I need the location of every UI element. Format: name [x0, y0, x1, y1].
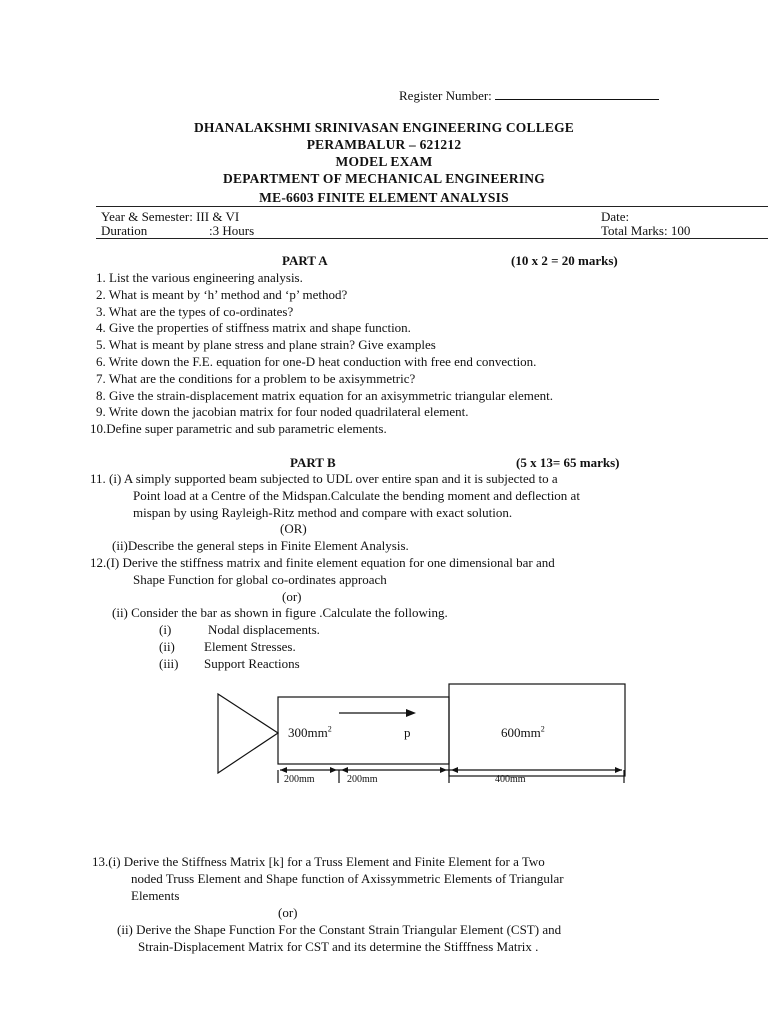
q12-sub3-num: (iii) [159, 656, 179, 671]
part-a-question: 7. What are the conditions for a problem to be axisymmetric? [96, 370, 416, 386]
q12-a-line2: Shape Function for global co-ordinates approach [133, 572, 387, 587]
q11-a-line3: mispan by using Rayleigh-Ritz method and compare with exact solution. [133, 505, 513, 520]
q13-b-line2: Strain-Displacement Matrix for CST and its determine the Stifffness Matrix . [138, 939, 539, 954]
fixed-support-triangle [218, 694, 278, 773]
part-b-title: PART B [290, 455, 336, 470]
q11-a-line2: Point load at a Centre of the Midspan.Calculate the bending moment and deflection at [133, 488, 580, 503]
part-a-title: PART A [282, 253, 328, 268]
q13-a-line1: 13.(i) Derive the Stiffness Matrix [k] for a Truss Element and Finite Element for a Two [92, 854, 545, 869]
q11-b: (ii)Describe the general steps in Finite Element Analysis. [112, 538, 409, 553]
dim-label-2: 200mm [347, 774, 378, 785]
q13-b-line1: (ii) Derive the Shape Function For the Constant Strain Triangular Element (CST) and [117, 922, 562, 937]
q11-a-line1: 11. (i) A simply supported beam subjected to UDL over entire span and it is subjected to a [90, 471, 558, 486]
part-a-question: 3. What are the types of co-ordinates? [96, 303, 294, 319]
q12-sub2-text: Element Stresses. [204, 639, 296, 654]
q12-sub1-text: Nodal displacements. [208, 622, 320, 637]
part-a-question: 10.Define super parametric and sub parametric elements. [90, 421, 387, 437]
part-a-question: 6. Write down the F.E. equation for one-D heat conduction with free end convection. [96, 354, 537, 369]
college-name: DHANALAKSHMI SRINIVASAN ENGINEERING COLLEGE [193, 120, 575, 135]
duration-value: :3 Hours [209, 223, 255, 238]
exam-date: Date: [601, 209, 630, 224]
part-a-question: 9. Write down the jacobian matrix for four noded quadrilateral element. [96, 404, 469, 420]
total-marks: Total Marks: 100 [601, 223, 691, 238]
dim-label-3: 400mm [495, 774, 526, 785]
part-a-question: 2. What is meant by ‘h’ method and ‘p’ method? [96, 286, 348, 302]
q12-sub2-num: (ii) [159, 639, 175, 654]
part-a-question: 8. Give the strain-displacement matrix equation for an axisymmetric triangular element. [96, 387, 554, 403]
part-a-question: 5. What is meant by plane stress and plane strain? Give examples [96, 337, 436, 353]
q12-a-line1: 12.(I) Derive the stiffness matrix and finite element equation for one dimensional bar and [90, 555, 555, 570]
q12-sub3-text: Support Reactions [204, 656, 300, 671]
part-a-marks: (10 x 2 = 20 marks) [511, 253, 618, 268]
load-label: p [404, 725, 411, 740]
q12-b: (ii) Consider the bar as shown in figure .Calculate the following. [112, 605, 448, 620]
dim-label-1: 200mm [284, 774, 315, 785]
q13-a-line2: noded Truss Element and Shape function of Axissymmetric Elements of Triangular [131, 871, 564, 886]
exam-title: MODEL EXAM [335, 154, 433, 169]
q12-sub1-num: (i) [159, 622, 172, 637]
department-name: DEPARTMENT OF MECHANICAL ENGINEERING [223, 171, 545, 186]
area-label-1: $300mm^2$ [288, 724, 332, 740]
area-label-2: $600mm^2$ [501, 724, 545, 740]
q13-or: (or) [278, 905, 298, 920]
q12-or: (or) [282, 589, 302, 604]
subject-title: ME-6603 FINITE ELEMENT ANALYSIS [259, 190, 509, 205]
part-b-marks: (5 x 13= 65 marks) [516, 455, 620, 470]
part-a-question: 1. List the various engineering analysis. [96, 270, 303, 285]
load-arrow-head [406, 709, 416, 717]
register-label: Register Number: [399, 88, 492, 103]
college-location: PERAMBALUR – 621212 [306, 137, 462, 152]
q13-a-line3: Elements [131, 888, 180, 903]
duration-label: Duration [101, 223, 148, 238]
year-semester: Year & Semester: III & VI [101, 209, 240, 224]
q11-or: (OR) [280, 521, 307, 536]
part-a-question: 4. Give the properties of stiffness matrix and shape function. [96, 320, 411, 336]
